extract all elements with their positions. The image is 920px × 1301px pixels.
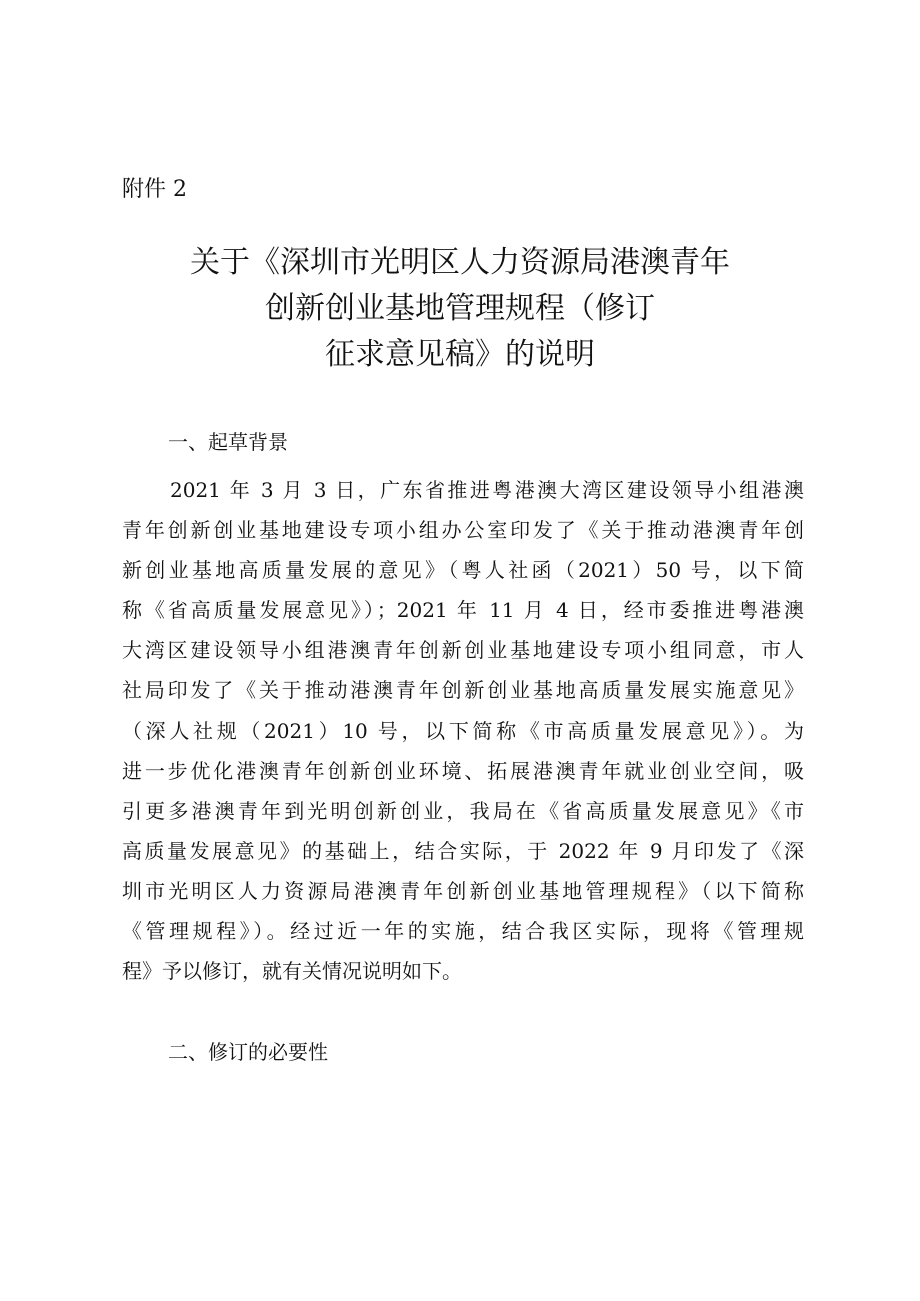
paragraph-background: [122, 470, 804, 991]
title-line-3: 征求意见稿》的说明: [325, 337, 595, 372]
document-title: [100, 240, 820, 378]
paragraph-line: 进一步优化港澳青年创新创业环境、拓展港澳青年就业创业空间，吸: [122, 758, 804, 783]
paragraph-line: 高质量发展意见》的基础上，结合实际，于 2022 年 9 月印发了《深: [122, 838, 804, 863]
paragraph-line: 程》予以修订，就有关情况说明如下。: [122, 959, 462, 984]
paragraph-line: （深人社规（2021）10 号，以下简称《市高质量发展意见》）。为: [122, 718, 804, 743]
paragraph-line: 2021 年 3 月 3 日，广东省推进粤港澳大湾区建设领导小组港澳: [170, 478, 804, 502]
paragraph-line: 大湾区建设领导小组港澳青年创新创业基地建设专项小组同意，市人: [122, 638, 804, 663]
paragraph-line: 新创业基地高质量发展的意见》（粤人社函（2021）50 号，以下简: [122, 558, 804, 583]
section-heading-background: 一、起草背景: [168, 430, 288, 454]
paragraph-line: 圳市光明区人力资源局港澳青年创新创业基地管理规程》（以下简称: [122, 878, 804, 903]
paragraph-line: 称《省高质量发展意见》）；2021 年 11 月 4 日，经市委推进粤港澳: [122, 598, 804, 623]
section-heading-necessity: 二、修订的必要性: [168, 1040, 328, 1064]
paragraph-line: 青年创新创业基地建设专项小组办公室印发了《关于推动港澳青年创: [122, 518, 804, 543]
title-line-1: 关于《深圳市光明区人力资源局港澳青年: [190, 245, 730, 280]
paragraph-line: 《管理规程》）。经过近一年的实施，结合我区实际，现将《管理规: [122, 919, 804, 944]
attachment-label: 附件 2: [122, 177, 187, 202]
paragraph-line: 引更多港澳青年到光明创新创业，我局在《省高质量发展意见》《市: [122, 798, 804, 823]
paragraph-line: 社局印发了《关于推动港澳青年创新创业基地高质量发展实施意见》: [122, 678, 804, 703]
title-line-2: 创新创业基地管理规程（修订: [265, 291, 655, 326]
